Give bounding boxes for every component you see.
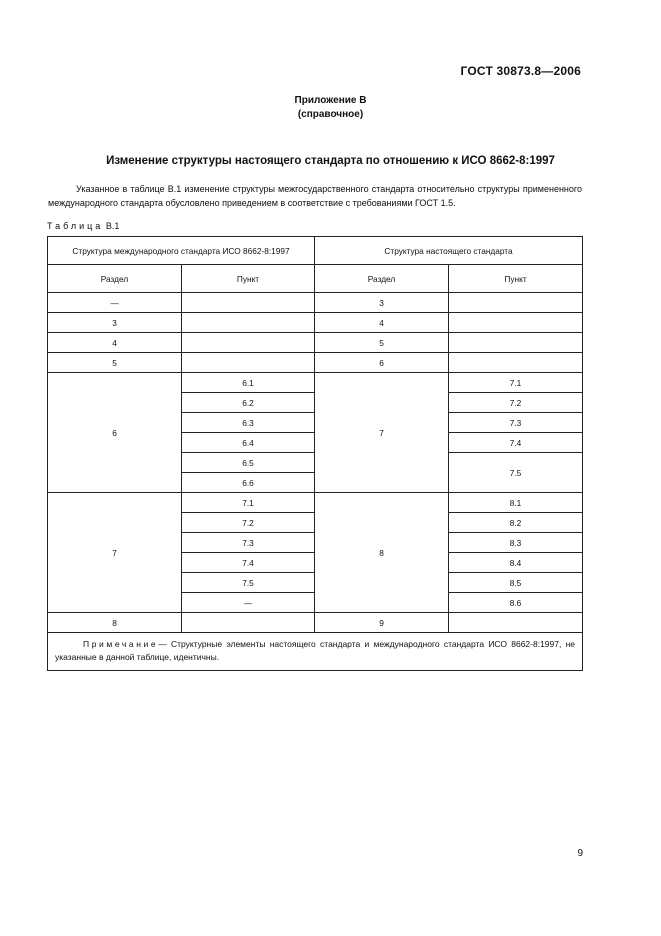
cell-section-intl: — [48,293,182,313]
structure-table [47,236,583,671]
cell-section-this: 6 [315,353,449,373]
cell-clause-intl [182,293,315,313]
cell-section-this: 3 [315,293,449,313]
cell-clause-this: 8.5 [449,573,583,593]
cell-clause-this [449,613,583,633]
cell-clause-intl: — [182,593,315,613]
table-note-row [48,633,583,671]
cell-clause-this: 7.1 [449,373,583,393]
table-note [48,633,583,671]
document-code: ГОСТ 30873.8—2006 [460,64,581,78]
header-this-structure: Структура настоящего стандарта [315,237,583,265]
cell-clause-this [449,333,583,353]
cell-clause-this: 8.3 [449,533,583,553]
cell-clause-this [449,293,583,313]
cell-section-intl: 3 [48,313,182,333]
cell-section-this: 7 [315,373,449,493]
appendix-label: Приложение В [294,95,367,106]
cell-clause-intl: 6.2 [182,393,315,413]
cell-clause-this: 7.2 [449,393,583,413]
cell-section-intl: 4 [48,333,182,353]
cell-clause-intl: 6.3 [182,413,315,433]
header-clause: Пункт [182,265,315,293]
cell-section-intl: 8 [48,613,182,633]
cell-section-intl: 5 [48,353,182,373]
table-caption-word: Таблица [47,221,104,231]
page-number: 9 [577,848,583,859]
cell-clause-this: 8.2 [449,513,583,533]
cell-clause-this [449,313,583,333]
table-caption-number: В.1 [105,221,120,231]
intro-paragraph [48,182,582,210]
header-section: Раздел [315,265,449,293]
table-row [48,353,583,373]
cell-clause-intl [182,353,315,373]
cell-clause-intl: 7.1 [182,493,315,513]
cell-section-this: 5 [315,333,449,353]
header-section: Раздел [48,265,182,293]
cell-clause-this [449,353,583,373]
appendix-title [0,94,661,122]
cell-clause-intl [182,333,315,353]
cell-clause-this: 7.5 [449,453,583,493]
cell-clause-intl [182,313,315,333]
cell-clause-this: 7.4 [449,433,583,453]
cell-clause-this: 8.1 [449,493,583,513]
cell-clause-intl: 6.1 [182,373,315,393]
cell-clause-intl: 7.5 [182,573,315,593]
table-row [48,613,583,633]
table-row [48,493,583,513]
cell-section-this: 8 [315,493,449,613]
cell-clause-intl: 6.6 [182,473,315,493]
cell-clause-this: 8.4 [449,553,583,573]
cell-clause-this: 8.6 [449,593,583,613]
table-row [48,293,583,313]
cell-section-intl: 6 [48,373,182,493]
cell-section-intl: 7 [48,493,182,613]
cell-clause-intl: 7.2 [182,513,315,533]
cell-section-this: 9 [315,613,449,633]
intro-text: Указанное в таблице В.1 изменение структуры межгосударственного стандарта относительно структуры примененного международного стандарта обусловлено приведением в соответствие с требованиями ГОСТ 1.5. [48,184,582,208]
cell-clause-intl: 6.5 [182,453,315,473]
cell-clause-intl: 7.3 [182,533,315,553]
cell-clause-intl: 6.4 [182,433,315,453]
cell-clause-this: 7.3 [449,413,583,433]
cell-clause-intl [182,613,315,633]
header-clause: Пункт [449,265,583,293]
cell-clause-intl: 7.4 [182,553,315,573]
table-row [48,313,583,333]
table-caption [47,221,119,231]
table-row [48,333,583,353]
note-text: — Структурные элементы настоящего стандарта и международного стандарта ИСО 8662-8:1997, не указанные в данной таблице, идентичны. [55,639,576,662]
header-intl-structure: Структура международного стандарта ИСО 8662-8:1997 [48,237,315,265]
cell-section-this: 4 [315,313,449,333]
note-label: Примечание [83,639,159,649]
appendix-type: (справочное) [297,109,364,120]
table-row [48,373,583,393]
section-heading: Изменение структуры настоящего стандарта по отношению к ИСО 8662-8:1997 [106,155,555,167]
